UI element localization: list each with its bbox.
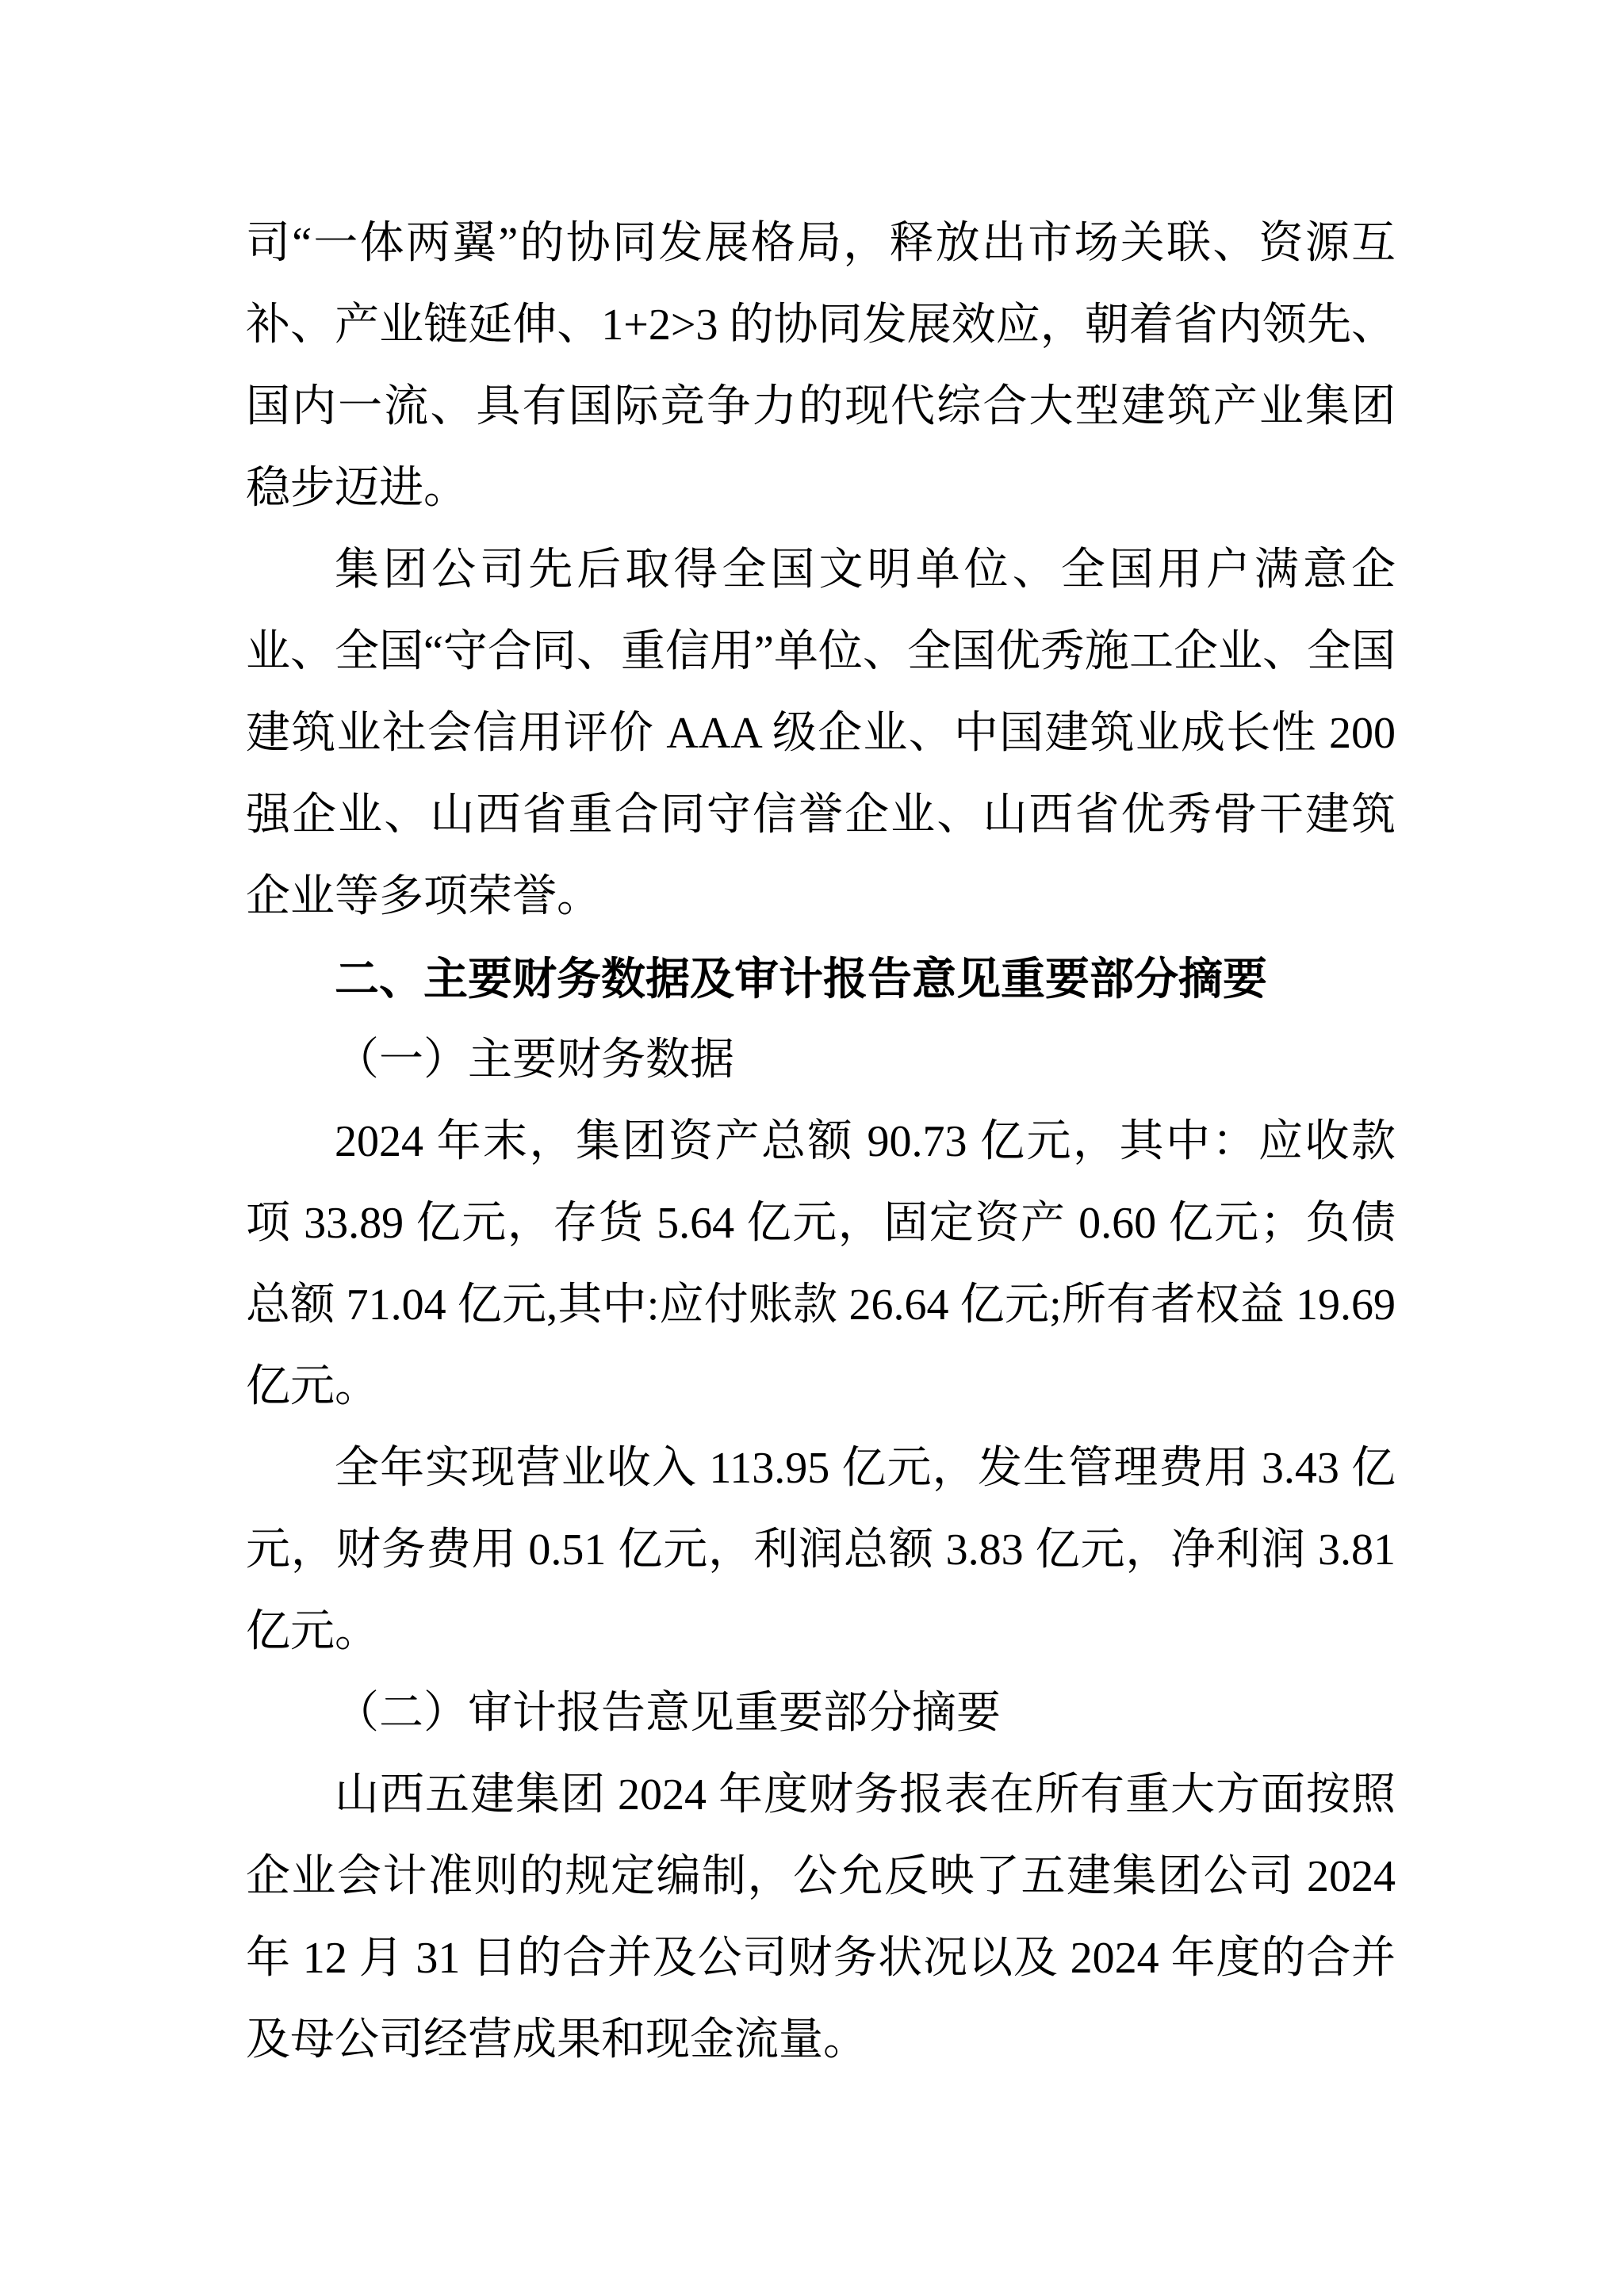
paragraph-financial-data-income: 全年实现营业收入 113.95 亿元，发生管理费用 3.43 亿元，财务费用 0.51 亿元，利润总额 3.83 亿元，净利润 3.81 亿元。 bbox=[246, 1444, 1396, 1656]
section-heading-financial-summary: 二、主要财务数据及审计报告意见重要部分摘要 bbox=[335, 954, 1267, 1004]
subsection-2-heading-audit-opinion: （二）审计报告意见重要部分摘要 bbox=[335, 1689, 1001, 1738]
paragraph-honors: 集团公司先后取得全国文明单位、全国用户满意企业、全国“守合同、重信用”单位、全国优秀施工企业、全国建筑业社会信用评价 AAA 级企业、中国建筑业成长性 200 强企业、山西省重合同守信誉企业、山西省优秀骨干建筑企业等多项荣誉。 bbox=[246, 545, 1396, 921]
paragraph-audit-opinion: 山西五建集团 2024 年度财务报表在所有重大方面按照企业会计准则的规定编制，公允反映了五建集团公司 2024 年 12 月 31 日的合并及公司财务状况以及 2024 年度的合并及母公司经营成果和现金流量。 bbox=[246, 1770, 1396, 2064]
subsection-1-heading-main-financial-data: （一）主要财务数据 bbox=[335, 1035, 734, 1085]
paragraph-development-pattern: 司“一体两翼”的协同发展格局，释放出市场关联、资源互补、产业链延伸、1+2>3 的协同发展效应，朝着省内领先、国内一流、具有国际竞争力的现代综合大型建筑产业集团稳步迈进。 bbox=[246, 219, 1396, 513]
paragraph-financial-data-year-end: 2024 年末，集团资产总额 90.73 亿元，其中：应收款项 33.89 亿元，存货 5.64 亿元，固定资产 0.60 亿元；负债总额 71.04 亿元,其中:应付账款 26.64 亿元;所有者权益 19.69 亿元。 bbox=[246, 1117, 1396, 1411]
